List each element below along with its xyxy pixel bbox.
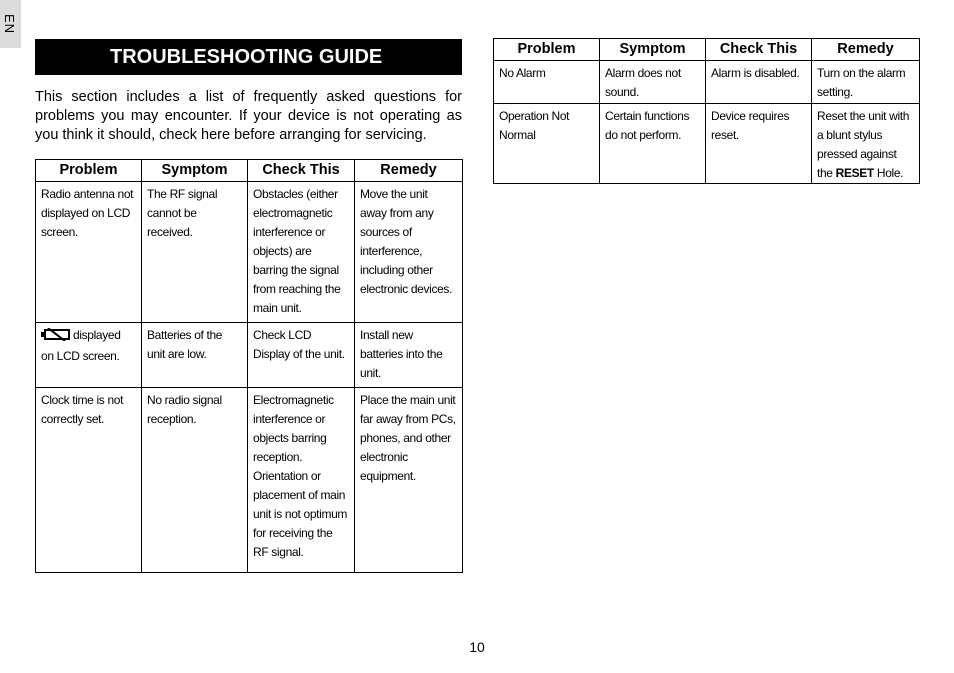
check-cell: Device requires reset.: [711, 109, 790, 142]
header-problem: Problem: [494, 39, 600, 61]
reset-keyword: RESET: [835, 166, 874, 180]
symptom-cell: Alarm does not sound.: [605, 66, 681, 99]
remedy-text: Reset the unit with a blunt stylus pressed against the: [817, 109, 910, 180]
table-row: [494, 61, 920, 104]
remedy-cell: Turn on the alarm setting.: [817, 66, 906, 99]
table-header-row: [494, 39, 920, 61]
header-remedy: Remedy: [355, 160, 463, 182]
language-label: EN: [2, 14, 17, 35]
check-cell: Check LCD Display of the unit.: [253, 328, 345, 361]
intro-paragraph: This section includes a list of frequently asked questions for problems you may encounter. If your device is not operating as you think it should, check here before arranging for servicing.: [35, 89, 462, 143]
troubleshooting-table-right: [493, 38, 920, 184]
remedy-cell: Place the main unit far away from PCs, phones, and other electronic equipment.: [360, 393, 456, 483]
problem-cell: No Alarm: [499, 66, 546, 80]
check-cell: Electromagnetic interference or objects barring reception. Orientation or placement of main unit is not optimum for receiving the RF signal.: [253, 393, 348, 559]
remedy-cell: [812, 104, 919, 183]
problem-cell: Clock time is not correctly set.: [41, 393, 124, 426]
header-check-this: Check This: [248, 160, 355, 182]
symptom-cell: Certain functions do not perform.: [605, 109, 690, 142]
problem-cell: Operation Not Normal: [499, 109, 570, 142]
table-row: [36, 323, 463, 388]
header-problem: Problem: [36, 160, 142, 182]
header-symptom: Symptom: [600, 39, 706, 61]
problem-cell: Radio antenna not displayed on LCD screen.: [41, 187, 134, 239]
troubleshooting-table-left: [35, 159, 463, 573]
symptom-cell: The RF signal cannot be received.: [147, 187, 218, 239]
table-row: [36, 388, 463, 573]
check-cell: Alarm is disabled.: [711, 66, 800, 80]
remedy-cell: Install new batteries into the unit.: [360, 328, 443, 380]
table-header-row: [36, 160, 463, 182]
header-check-this: Check This: [706, 39, 812, 61]
check-cell: Obstacles (either electromagnetic interference or objects) are barring the signal from reaching the main unit.: [253, 187, 341, 315]
symptom-cell: No radio signal reception.: [147, 393, 222, 426]
table-row: [36, 182, 463, 323]
symptom-cell: Batteries of the unit are low.: [147, 328, 223, 361]
header-symptom: Symptom: [142, 160, 248, 182]
remedy-text-end: Hole.: [876, 166, 904, 180]
language-tab: [0, 0, 21, 48]
table-row: [494, 104, 920, 184]
header-remedy: Remedy: [812, 39, 920, 61]
problem-text: displayed on LCD screen.: [41, 328, 121, 363]
page-title: TROUBLESHOOTING GUIDE: [35, 39, 462, 75]
page-number: 10: [469, 639, 485, 655]
low-battery-icon: [41, 328, 71, 347]
problem-cell: [36, 323, 141, 366]
remedy-cell: Move the unit away from any sources of interference, including other electronic devices.: [360, 187, 453, 296]
